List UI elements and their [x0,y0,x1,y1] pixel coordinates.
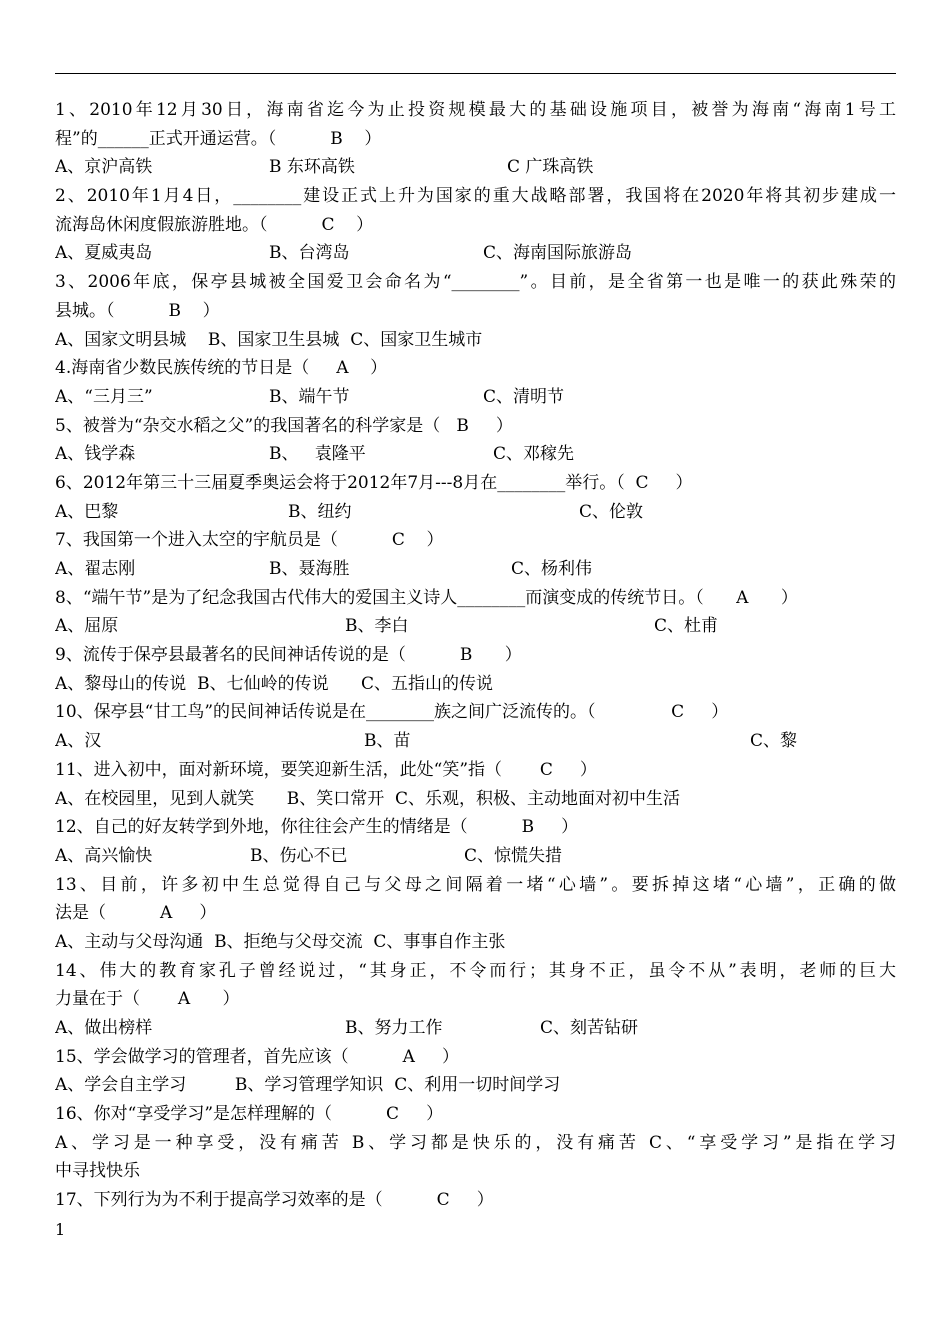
option-c: C、杨利伟 [511,559,593,579]
question-16: 16、你对“享受学习”是怎样理解的（ C ） [55,1104,444,1125]
question-1-options [55,153,896,182]
question-8-options [55,612,896,641]
question-14-line-2: 力量在于（ A ） [55,989,240,1010]
question-15-options: A、学会自主学习 B、学习管理学知识 C、利用一切时间学习 [55,1075,561,1096]
option-a: A、翟志刚 [55,559,136,579]
option-c: C 广珠高铁 [507,157,594,178]
option-b: B 东环高铁 [269,157,355,178]
option-c: C、邓稼先 [493,444,575,465]
option-a: A、“三月三” [55,386,153,407]
question-7-options [55,555,896,584]
option-a: A、高兴愉快 [55,845,153,866]
option-a: A、做出榜样 [55,1018,153,1038]
option-c: C、杜甫 [654,616,719,637]
question-14-line-1: 14、伟大的教育家孔子曾经说过，“其身正，不令而行；其身不正，虽令不从”表明，老师的巨大 [55,960,896,981]
question-9: 9、流传于保亭县最著名的民间神话传说的是（ B ） [55,645,522,666]
question-13-line-1: 13、目前，许多初中生总觉得自己与父母之间隔着一堵“心墙”。要拆掉这堵“心墙”，正确的做 [55,874,896,895]
question-6-options [55,498,896,527]
question-10-options [55,727,896,756]
question-6: 6、2012年第三十三届夏季奥运会将于2012年7月---8月在________举行。（ C ） [55,472,693,493]
question-12-options [55,842,896,871]
question-17: 17、下列行为为不利于提高学习效率的是（ C ） [55,1190,494,1211]
option-c: C、海南国际旅游岛 [483,243,633,264]
question-2-line-1: 2、2010年1月4日，________建设正式上升为国家的重大战略部署，我国将在2020年将其初步建成一 [55,186,896,207]
question-3-line-2: 县城。（ B ） [55,300,220,321]
question-12: 12、自己的好友转学到外地，你往往会产生的情绪是（ B ） [55,817,579,838]
question-11-options: A、在校园里，见到人就笑 B、笑口常开 C、乐观，积极、主动地面对初中生活 [55,788,681,809]
option-c: C、刻苦钻研 [540,1018,639,1038]
option-b: B、纽约 [288,501,352,522]
question-9-options: A、黎母山的传说 B、七仙岭的传说 C、五指山的传说 [55,673,494,694]
option-c: C、伦敦 [579,501,644,522]
question-15: 15、学会做学习的管理者，首先应该（ A ） [55,1046,459,1067]
option-b: B、台湾岛 [269,243,350,264]
question-8: 8、“端午节”是为了纪念我国古代伟大的爱国主义诗人________而演变成的传统节日。（ A ） [55,587,798,608]
question-16-options-line-1: A、学习是一种享受，没有痛苦 B、学习都是快乐的，没有痛苦 C、“享受学习”是指在学习 [55,1132,896,1153]
option-c: C、清明节 [483,386,565,407]
option-b: B、端午节 [269,386,350,407]
option-b: B、苗 [364,731,411,752]
question-10: 10、保亭县“甘工鸟”的民间神话传说是在________族之间广泛流传的。（ C ） [55,702,729,723]
page-number: 1 [55,1220,66,1239]
option-b: B、李白 [345,616,409,637]
question-7: 7、我国第一个进入太空的宇航员是（ C ） [55,530,444,551]
question-14-options [55,1014,896,1043]
question-2-options [55,239,896,268]
option-b: B、 袁隆平 [269,444,366,465]
option-a: A、夏威夷岛 [55,243,153,264]
option-b: B、聂海胜 [269,559,350,579]
question-13-line-2: 法是（ A ） [55,903,217,924]
question-4-options [55,383,896,412]
document-body [55,96,896,1215]
question-5: 5、被誉为“杂交水稻之父”的我国著名的科学家是（ B ） [55,415,513,436]
option-a: A、汉 [55,731,102,752]
question-4: 4.海南省少数民族传统的节日是（ A ） [55,358,388,379]
question-2-line-2: 流海岛休闲度假旅游胜地。（ C ） [55,214,374,235]
question-5-options [55,440,896,469]
question-11: 11、进入初中，面对新环境，要笑迎新生活，此处“笑”指（ C ） [55,759,597,780]
option-c: C、惊慌失措 [464,845,563,866]
question-3-line-1: 3、2006年底，保亭县城被全国爱卫会命名为“________”。目前，是全省第一也是唯一的获此殊荣的 [55,272,896,293]
option-c: C、黎 [750,731,798,752]
option-a: A、京沪高铁 [55,157,153,178]
option-b: B、努力工作 [345,1018,443,1038]
option-a: A、巴黎 [55,501,119,522]
option-a: A、屈原 [55,616,119,637]
option-a: A、钱学森 [55,444,136,465]
question-16-options-line-2: 中寻找快乐 [55,1161,140,1182]
question-13-options: A、主动与父母沟通 B、拒绝与父母交流 C、事事自作主张 [55,931,506,952]
question-1-line-2: 程”的______正式开通运营。（ B ） [55,128,382,149]
header-rule [55,73,896,74]
question-3-options: A、国家文明县城 B、国家卫生县城 C、国家卫生城市 [55,329,483,350]
option-b: B、伤心不已 [250,845,348,866]
question-1-line-1: 1、2010年12月30日，海南省迄今为止投资规模最大的基础设施项目，被誉为海南“海南1号工 [55,100,896,120]
